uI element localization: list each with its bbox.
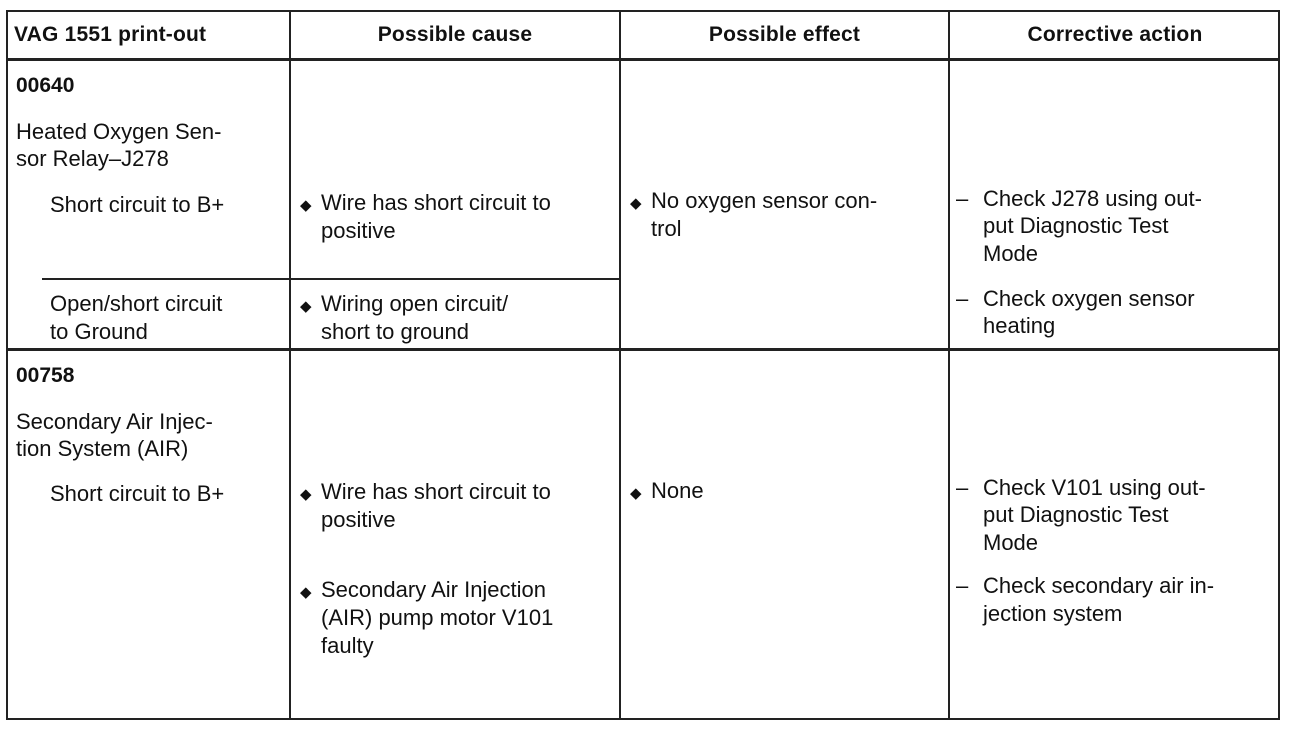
- bullet-icon: ◆: [630, 195, 642, 212]
- cause-line2: positive: [321, 507, 396, 532]
- header-divider: [6, 58, 1280, 61]
- action-line1: Check V101 using out-: [983, 475, 1206, 500]
- cause-line2: short to ground: [321, 319, 469, 344]
- fault-type-line1: Open/short circuit: [50, 291, 223, 316]
- effect-line2: trol: [651, 216, 682, 241]
- action-line3: Mode: [983, 241, 1039, 266]
- col-divider-3: [948, 10, 950, 720]
- cause-line1: Wire has short circuit to: [321, 479, 551, 504]
- dash-icon: –: [956, 573, 969, 598]
- cause-line1: Wire has short circuit to: [321, 190, 551, 215]
- action-line2: heating: [983, 313, 1056, 338]
- action-line2: put Diagnostic Test: [983, 213, 1169, 238]
- action-line2: jection system: [983, 601, 1123, 626]
- action-line2: put Diagnostic Test: [983, 502, 1169, 527]
- fault-code-00640: 00640: [16, 74, 75, 97]
- bullet-icon: ◆: [630, 485, 642, 502]
- cause-line2: (AIR) pump motor V101: [321, 605, 554, 630]
- bullet-icon: ◆: [300, 298, 312, 315]
- cause-line1: Secondary Air Injection: [321, 577, 547, 602]
- fault-type: Short circuit to B+: [50, 481, 225, 506]
- cause-line1: Wiring open circuit/: [321, 291, 509, 316]
- header-corrective-action: Corrective action: [1027, 23, 1203, 46]
- bullet-icon: ◆: [300, 486, 312, 503]
- cause-line2: positive: [321, 218, 396, 243]
- dash-icon: –: [956, 286, 969, 311]
- dash-icon: –: [956, 186, 969, 211]
- bullet-icon: ◆: [300, 197, 312, 214]
- effect-line1: None: [651, 478, 704, 503]
- header-possible-effect: Possible effect: [708, 23, 861, 46]
- action-line1: Check secondary air in-: [983, 573, 1215, 598]
- bullet-icon: ◆: [300, 584, 312, 601]
- component-name-line2: sor Relay–J278: [16, 146, 169, 171]
- effect-line1: No oxygen sensor con-: [651, 188, 878, 213]
- cause-line3: faulty: [321, 633, 374, 658]
- component-name-line1: Secondary Air Injec-: [16, 409, 213, 434]
- fault-type: Short circuit to B+: [50, 192, 225, 217]
- fault-code-00758: 00758: [16, 364, 75, 387]
- header-printout: VAG 1551 print-out: [14, 23, 207, 46]
- action-line3: Mode: [983, 530, 1039, 555]
- col-divider-1: [289, 10, 291, 720]
- dash-icon: –: [956, 475, 969, 500]
- action-line1: Check J278 using out-: [983, 186, 1202, 211]
- subrow-divider: [42, 278, 620, 280]
- col-divider-2: [619, 10, 621, 720]
- row-divider: [6, 348, 1280, 351]
- header-possible-cause: Possible cause: [377, 23, 533, 46]
- component-name-line1: Heated Oxygen Sen-: [16, 119, 222, 144]
- fault-type-line2: to Ground: [50, 319, 148, 344]
- component-name-line2: tion System (AIR): [16, 436, 189, 461]
- action-line1: Check oxygen sensor: [983, 286, 1195, 311]
